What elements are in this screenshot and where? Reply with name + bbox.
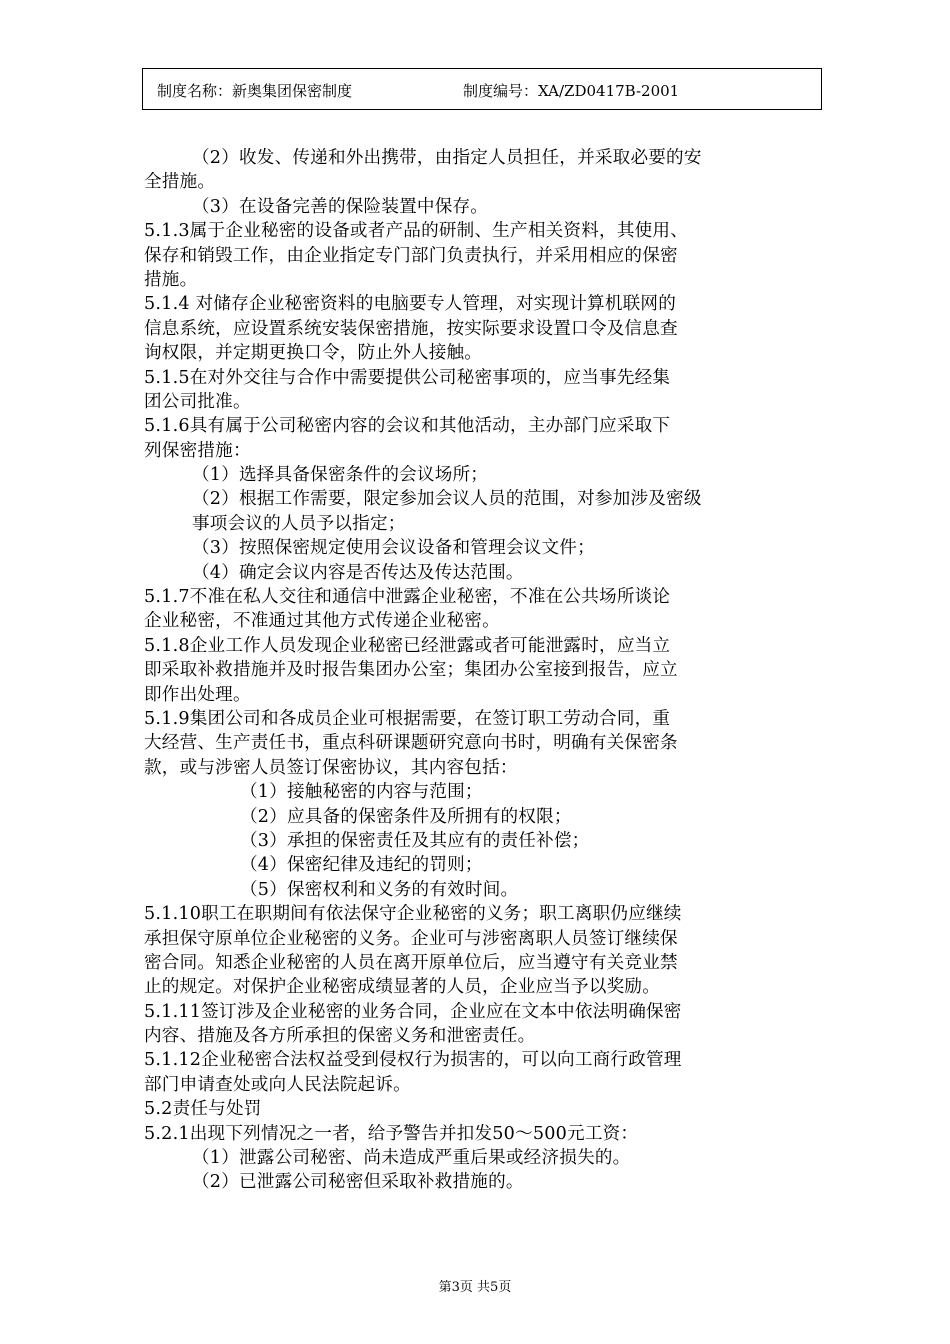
text-line: （2）根据工作需要，限定参加会议人员的范围，对参加涉及密级 — [192, 489, 702, 510]
text-line: （3）在设备完善的保险装置中保存。 — [192, 196, 489, 217]
text-line: 措施。 — [144, 269, 198, 290]
text-line: 止的规定。对保护企业秘密成绩显著的人员，企业应当予以奖励。 — [144, 977, 661, 998]
text-line: 密合同。知悉企业秘密的人员在离开原单位后，应当遵守有关竞业禁 — [144, 952, 678, 973]
text-line: 保存和销毁工作，由企业指定专门部门负责执行，并采用相应的保密 — [144, 245, 678, 266]
text-line: 5.1.12企业秘密合法权益受到侵权行为损害的，可以向工商行政管理 — [144, 1050, 682, 1071]
document-header — [142, 68, 822, 110]
text-line: （1）接触秘密的内容与范围； — [240, 782, 483, 803]
text-line: 5.1.3属于企业秘密的设备或者产品的研制、生产相关资料，其使用、 — [144, 221, 688, 242]
page-number: 第3页 共5页 — [438, 1280, 512, 1295]
text-line: （4）保密纪律及违纪的罚则； — [240, 855, 483, 876]
text-line: 事项会议的人员予以指定； — [192, 513, 406, 534]
text-line: （1）选择具备保密条件的会议场所； — [192, 465, 489, 486]
text-line: 大经营、生产责任书，重点科研课题研究意向书时，明确有关保密条 — [144, 733, 678, 754]
text-line: 款，或与涉密人员签订保密协议，其内容包括： — [144, 757, 518, 778]
text-line: 即采取补救措施并及时报告集团办公室；集团办公室接到报告，应立 — [144, 660, 678, 681]
text-line: 5.2.1出现下列情况之一者，给予警告并扣发50～500元工资： — [144, 1123, 639, 1144]
regulation-code: 制度编号：XA/ZD0417B-2001 — [463, 82, 680, 100]
section-heading: 5.2责任与处罚 — [144, 1099, 262, 1120]
text-line: 5.1.9集团公司和各成员企业可根据需要，在签订职工劳动合同，重 — [144, 708, 671, 729]
text-line: 询权限，并定期更换口令，防止外人接触。 — [144, 343, 483, 364]
text-line: 5.1.7不准在私人交往和通信中泄露企业秘密，不准在公共场所谈论 — [144, 587, 671, 608]
text-line: 企业秘密，不准通过其他方式传递企业秘密。 — [144, 611, 500, 632]
text-line: 即作出处理。 — [144, 684, 251, 705]
text-line: （1）泄露公司秘密、尚未造成严重后果或经济损失的。 — [192, 1148, 631, 1169]
text-line: 部门申请查处或向人民法院起诉。 — [144, 1074, 411, 1095]
text-line: 5.1.8企业工作人员发现企业秘密已经泄露或者可能泄露时，应当立 — [144, 635, 671, 656]
text-line: （3）按照保密规定使用会议设备和管理会议文件； — [192, 538, 595, 559]
text-line: 列保密措施： — [144, 440, 251, 461]
regulation-name: 制度名称：新奥集团保密制度 — [157, 82, 353, 100]
text-line: 5.1.4 对储存企业秘密资料的电脑要专人管理，对实现计算机联网的 — [144, 294, 676, 315]
text-line: 5.1.11签订涉及企业秘密的业务合同，企业应在文本中依法明确保密 — [144, 1001, 682, 1022]
text-line: （3）承担的保密责任及其应有的责任补偿； — [240, 830, 590, 851]
text-line: 信息系统，应设置系统安装保密措施，按实际要求设置口令及信息查 — [144, 318, 678, 339]
text-line: 承担保守原单位企业秘密的义务。企业可与涉密离职人员签订继续保 — [144, 928, 678, 949]
text-line: 5.1.10职工在职期间有依法保守企业秘密的义务；职工离职仍应继续 — [144, 904, 682, 925]
text-line: （2）应具备的保密条件及所拥有的权限； — [240, 806, 572, 827]
text-line: 内容、措施及各方所承担的保密义务和泄密责任。 — [144, 1026, 536, 1047]
text-line: （4）确定会议内容是否传达及传达范围。 — [192, 562, 524, 583]
text-line: （5）保密权利和义务的有效时间。 — [240, 879, 519, 900]
text-line: 全措施。 — [144, 172, 216, 193]
text-line: 5.1.5在对外交往与合作中需要提供公司秘密事项的，应当事先经集 — [144, 367, 671, 388]
text-line: （2）已泄露公司秘密但采取补救措施的。 — [192, 1172, 524, 1193]
text-line: 团公司批准。 — [144, 391, 251, 412]
text-line: 5.1.6具有属于公司秘密内容的会议和其他活动，主办部门应采取下 — [144, 416, 671, 437]
text-line: （2）收发、传递和外出携带，由指定人员担任，并采取必要的安 — [192, 148, 702, 168]
document-body — [144, 146, 826, 1195]
